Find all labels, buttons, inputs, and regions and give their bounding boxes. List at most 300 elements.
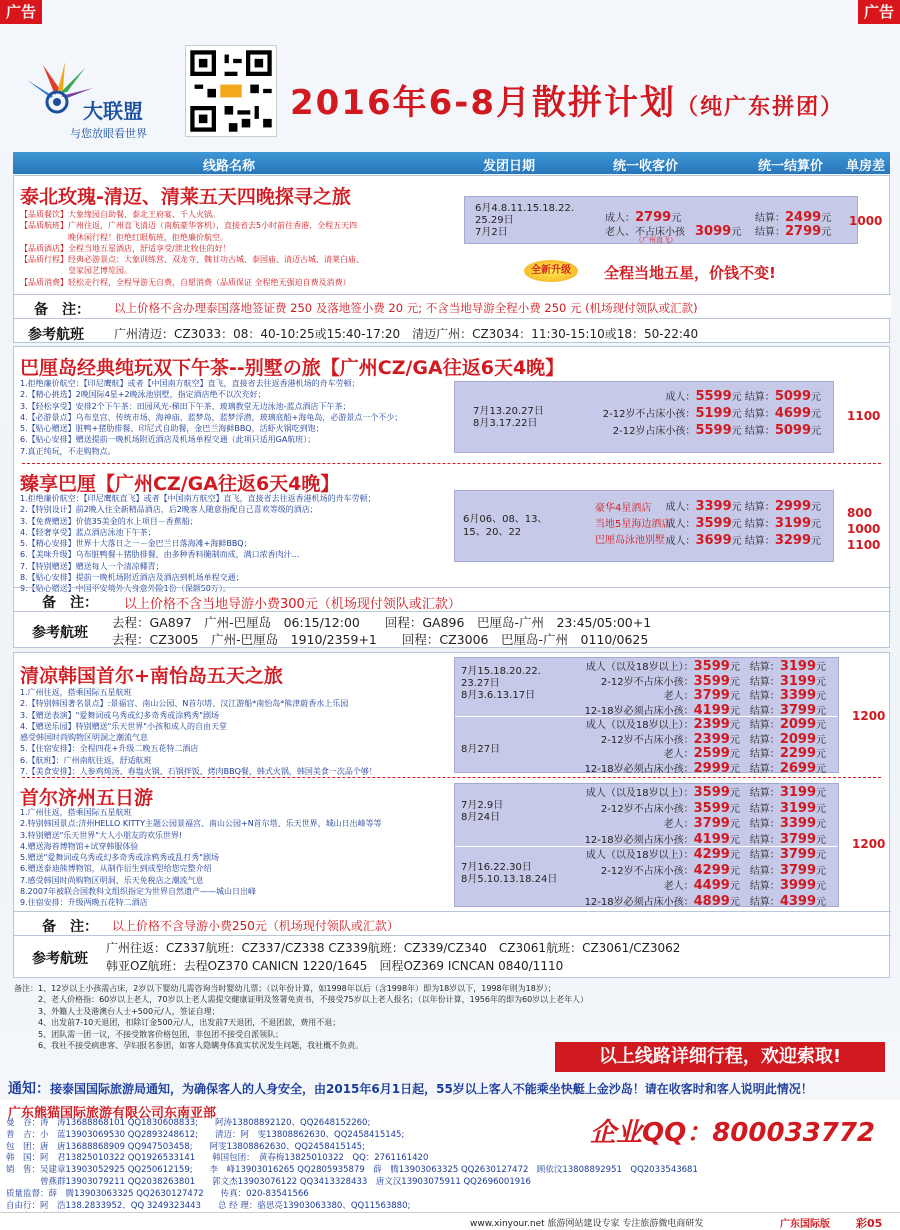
date-line: 25.29日 [475,215,514,226]
settle-label: 结算： [749,749,780,760]
price-value: 3599 [693,785,730,800]
yuan-unit: 元 [731,426,742,437]
settle-child [755,223,831,239]
col-single: 单房差 [846,159,886,174]
price-value: 2999 [693,760,730,776]
settle-value: 3199 [779,800,816,816]
yuan-unit: 元 [729,865,740,877]
depart-dates: 8月27日 [461,744,501,755]
price-value: 3399 [695,499,732,514]
price-value: 4499 [693,878,730,893]
price-label: 2-12岁不占床小孩： [600,803,694,815]
settle-value: 4399 [779,893,816,909]
price-label: 2-12岁不占床小孩： [602,409,696,420]
yuan-unit: 元 [816,676,826,688]
feature-line: 5.【贴心赠送】脏鸭+猪肋排餐、印尼式自助餐，金巴兰海鲜BBQ，活虾火锅吃到饱； [20,424,324,434]
price-value: 2399 [693,717,730,732]
yuan-unit: 元 [729,788,740,799]
route-features [20,807,382,909]
feature-line: 【品质航班】广州往返，广州直飞清迈（南航豪华客机），直接省去5小时前往香港，全程五天四 [20,221,358,231]
route-section-korea [13,652,890,978]
yuan-unit: 元 [816,803,826,815]
yuan-unit: 元 [729,734,740,746]
price-value: 5599 [695,423,732,438]
feature-line: 1.广州往返，搭乘国际五星航班 [20,808,132,817]
yuan-unit: 元 [731,502,742,513]
feature-line: 9.住宿安排：升级两晚五花特二酒店 [20,898,148,908]
feature-line: 2.【特别设计】前2晚入住全新精品酒店，后2晚客人随意指配自己喜欢等级的酒店； [20,505,318,515]
settle-value: 2299 [779,746,816,761]
yuan-unit: 元 [731,519,742,530]
ad-tag-left: 广告 [0,0,42,24]
price-row [585,802,826,818]
yuan-unit: 元 [821,213,832,224]
price-value: 3599 [693,673,730,689]
settle-label: 结算： [749,865,780,877]
price-rows [585,786,826,848]
feature-line: 3.【轻松享受】安排2个下午茶：田园风光-梯田下午茶、玻璃教堂无边泳池-蓝点酒店下午茶； [20,401,351,411]
footnote-line: 6、我社不接受病患客、孕妇报名参团，如客人隐瞒身体真实状况发生问题，我社概不负责。 [14,1041,364,1051]
flight-label: 参考航班 [32,951,88,967]
single-supplement: 1100 [847,538,881,552]
contact-line: 普 吉：小 蓝13903069530 QQ2893248612; 清迈：阿 雯13808862630、QQ2458415145; [6,1129,405,1140]
yuan-unit: 元 [811,409,821,420]
yuan-unit: 元 [816,834,826,846]
page-number: 彩05 [856,1217,883,1230]
contact-line: 自由行：阿 浩138.2833952、QQ 3249323443 总 经 理：骆思亮13903063380、QQ11563880; [6,1200,411,1211]
yuan-unit: 元 [729,850,740,861]
price-label: 12-18岁必须占床小孩： [584,896,694,908]
date-line: 7月2日 [475,227,508,238]
price-value: 4299 [693,847,730,862]
settle-value: 2999 [774,499,811,514]
price-box [464,196,858,244]
single-supplement-list [847,505,880,553]
feature-line: 【品质行程】经典必游景点：大象训练营、双龙寺、魏甘功古城、泰国庙、清迈古城、清莱白庙、 [20,255,364,265]
price-value: 3799 [693,816,730,831]
settle-label: 结算： [749,720,780,731]
header [15,45,885,145]
settle-value: 3399 [779,688,816,703]
yuan-unit: 元 [729,834,740,846]
route-section-bali [13,346,890,648]
feature-line: 【品质餐饮】大象缘园自助餐、泰北王府宴、千人火锅。 [20,210,220,219]
note-row [14,294,891,318]
upgrade-badge: 全新升级 [524,260,578,282]
yuan-unit: 元 [811,502,821,513]
price-rows [585,660,826,718]
price-row [665,499,821,516]
flight-line: 去程：GA897 广州-巴厘岛 06:15/12:00 回程：GA896 巴厘岛-广州 23:45/05:00+1 [112,615,652,630]
hotel-list [595,501,671,549]
feature-line: 4.【轻奢享受】蓝点酒店泳池下午茶； [20,527,156,537]
yuan-unit: 元 [729,896,740,908]
price-label: 老人： [663,691,694,702]
feature-line: 7.【美食安排】：人参鸡炖汤、春塩火锅、石锅拌饭、烤肉BBQ餐，韩式火锅，韩国美食一次品个够！ [20,767,377,777]
contact-line: 韩 国：阿 君13825010322 QQ1926533141 韩国包团： 黄春梅13825010322 QQ：2761161420 [6,1153,429,1164]
contact-line: 曼 谷：涛 涛13688868101 QQ1830608833; 阿涛13808892120、QQ2648152260; [6,1118,371,1128]
settle-value: 3799 [779,847,816,862]
settle-value: 2099 [779,731,816,747]
yuan-unit: 元 [816,850,826,861]
price-row [665,516,821,533]
date-line: 7月2.9日 [461,800,504,811]
price-label: 成人： [665,392,696,403]
settle-label: 结算： [749,803,780,815]
price-row [603,389,821,406]
price-rows [585,848,826,910]
footnote-line: 2、老人价格指：60岁以上老人，70岁以上老人需提交健康证明及签署免责书，不接受75岁以上老人报名；（以年份计算，1956年的即为60岁以上老年人） [14,995,589,1005]
price-row [585,660,826,675]
yuan-unit: 元 [816,763,826,775]
price-value: 4199 [693,702,730,718]
settle-value: 3199 [779,673,816,689]
price-row [585,895,826,911]
date-line: 23.27日 [461,678,500,689]
yuan-unit: 元 [731,536,742,547]
yuan-unit: 元 [729,803,740,815]
note-row [14,587,891,611]
feature-line: 3.特别赠送"乐天世界"大人小朋友的欢乐世界! [20,830,183,840]
price-label: 成人（以及18岁以上）： [585,720,694,731]
price-label: 成人： [665,536,696,547]
price-box [454,657,839,776]
logo [25,55,175,145]
yuan-unit: 元 [729,662,740,673]
depart-dates [461,862,557,886]
settle-value: 4699 [774,406,811,421]
settle-label: 结算： [749,676,780,688]
feature-line: 2.特别韩国景点:济州HELLO KITTY主题公园景福宫、南山公园+N首尔塔、乐天世界，城山日出峰等等 [20,819,382,829]
price-row [585,689,826,704]
flight-line: 广州往返：CZ337航班：CZ337/CZ338 CZ339航班：CZ339/CZ340 CZ3061航班：CZ3061/CZ3062 [106,941,681,955]
yuan-unit: 元 [731,392,742,403]
feature-line: 晚休闲行程！拒绝红眼航班，拒绝廉价航空。 [20,232,228,242]
col-date: 发团日期 [483,159,536,174]
feature-line: 8.【贴心安排】提前一晚机场附近酒店及酒店到机场单程交通； [20,573,244,583]
note-text: 以上价格不含当地导游小费300元（机场现付领队或汇款） [124,597,461,612]
route-features [20,209,364,288]
yuan-unit: 元 [729,881,740,892]
settle-label: 结算： [749,896,780,908]
price-value: 3599 [693,659,730,674]
feature-line: 7.【特别赠送】赠送每人一个清凉椰青； [20,561,164,571]
divider [22,777,881,778]
price-box [454,783,839,907]
price-value: 2599 [693,746,730,761]
route-section-1 [13,175,890,343]
single-supplement: 1100 [847,409,881,423]
feature-line: 4.赠送海苔博物馆+试穿韩服体验 [20,841,139,851]
feature-line: 2.【精心挑选】2晚国际4星+2晚泳池别墅，指定酒店绝不以次充好； [20,390,266,400]
settle-value: 3799 [779,831,816,847]
price-value: 3099 [695,224,732,239]
price-row [603,406,821,423]
yuan-unit: 元 [816,881,826,892]
logo-name: 大联盟 [83,99,143,123]
feature-line: 5.【住宿安排】：全程四花+升级二晚五花特二酒店 [20,744,199,754]
col-settle: 统一结算价 [758,159,824,174]
settle-value: 3799 [779,702,816,718]
route-features [20,493,376,595]
main-title-sub: （纯广东拼团） [676,95,845,120]
route-title: 首尔济州五日游 [20,787,154,809]
yuan-unit: 元 [729,691,740,702]
feature-line: 6.【贴心安排】赠送提前一晚机场附近酒店及机场单程交通（此项只适用GA航班）； [20,435,316,445]
flight-text: 广州清迈：CZ3033：08：40-10:25或15:40-17:20 清迈广州：CZ3034：11:30-15:10或18：50-22:40 [114,327,699,341]
price-value: 3599 [695,516,732,531]
yuan-unit: 元 [816,819,826,830]
settle-value: 3199 [779,785,816,800]
settle-label: 结算： [749,705,780,717]
flight-text [106,939,680,975]
feature-line: 8.2007年被联合国教科文组织指定为世界自然遗产——城山日出峰 [20,887,256,897]
feature-line: 5.赠送"爱舞词或乌秀或幻多奇秀或涂鸦秀或乱打秀"剧场 [20,853,219,863]
settle-label: 结算： [744,392,775,403]
settle-label: 结算： [749,881,780,892]
notice-label: 通知： [8,1081,50,1097]
feature-line: 6.【美味升级】乌布脏鸭餐＋猪肋排餐，由多种香料腌制而成，满口浓香肉汁… [20,550,300,560]
feature-line: 9.【贴心赠送】中国平安境外人身意外险1份（保额50万）。 [20,584,231,594]
flight-row [14,611,891,648]
price-box [454,381,834,453]
feature-line: 皇家园艺博览园。 [20,266,132,276]
route-title: 泰北玫瑰-清迈、清莱五天四晚探寻之旅 [20,186,351,208]
contact-line: 销 售：吴建章13903052925 QQ250612159; 李 峰13903016265 QQ2805935879 薛 腾13903063325 QQ2630127472 顾依汶13808892951 QQ2033543681 [6,1165,698,1176]
company-name: 广东熊猫国际旅游有限公司东南亚部 [8,1106,217,1121]
site-credit: www.xinyour.net 旅游网站建设专家 专注旅游微电商研发 [470,1219,704,1229]
price-row [603,423,821,440]
settle-value: 3799 [779,862,816,878]
price-row [665,533,821,550]
price-label: 老人： [663,881,694,892]
price-rows [585,718,826,776]
price-label: 12-18岁必须占床小孩： [584,834,694,846]
note-label: 备 注： [34,302,90,318]
yuan-unit: 元 [816,734,826,746]
single-supplement: 1000 [849,214,883,228]
footnote-line: 5、团队需一团一议，不接受散客价格包团，非包团不接受自派领队； [14,1029,284,1039]
settle-value: 5099 [774,423,811,438]
yuan-unit: 元 [811,426,821,437]
yuan-unit: 元 [671,213,682,224]
price-row [585,762,826,777]
feature-line: 感受韩国时尚购物区明洞之潮流气息 [20,733,148,743]
price-label: 成人： [605,213,635,224]
settle-label: 结算： [749,788,780,799]
price-row [585,786,826,802]
settle-label: 结算： [749,850,780,861]
price-label: 2-12岁不占床小孩： [600,734,694,746]
depart-dates [473,406,544,430]
settle-value: 3399 [779,816,816,831]
feature-line: 1.广州往返，搭乘国际五星航班 [20,688,132,697]
yuan-unit: 元 [816,691,826,702]
contacts [0,1100,900,1212]
date-line: 8月5.10.13.18.24日 [461,874,558,885]
flight-line: 去程：CZ3005 广州-巴厘岛 1910/2359+1 回程：CZ3006 巴厘岛-广州 0110/0625 [112,632,649,647]
settle-label: 结算： [755,213,785,224]
price-row [585,747,826,762]
settle-label: 结算： [749,763,780,775]
notice-text: 接泰国国际旅游局通知，为确保客人的人身安全，由2015年6月1日起，55岁以上客人不能乘坐快艇上金沙岛！请在收客时和客人说明此情况！ [50,1082,813,1096]
yuan-unit: 元 [816,662,826,673]
feature-line: 4.【赠送乐园】特别赠送"乐天世界"小孩和成人的自由天堂 [20,721,227,731]
note-row [14,911,891,935]
yuan-unit: 元 [729,749,740,760]
notice [0,1078,900,1098]
price-label: 成人（以及18岁以上）： [585,850,694,861]
feature-line: 4.【必游景点】乌布皇宫、传统市场、海神庙、蓝梦岛，蓝梦浮潜，玻璃底船+海龟岛，必游景点一个不少； [20,412,403,422]
route-features [20,378,402,457]
settle-value: 3199 [779,659,816,674]
yuan-unit: 元 [816,896,826,908]
child-note: （广州直飞） [635,236,677,244]
feature-line: 2.【特别韩国著名景点】:景福宫、南山公园、N首尔塔、汉江游船*南怡岛*熊津蔚香水上乐园 [20,699,349,709]
col-price: 统一收客价 [613,159,679,174]
price-row [585,675,826,690]
price-label: 2-12岁不占床小孩： [600,865,694,877]
divider [22,463,881,464]
settle-value: 3999 [779,878,816,893]
yuan-unit: 元 [811,392,821,403]
footnote-line: 备注：1、12岁以上小孩需占床，2岁以下婴幼儿需咨询当时婴幼儿票；（以年份计算，如1998年以后（含1998年）即为18岁以下，1998年则为18岁）； [14,984,556,993]
settle-label: 结算： [749,819,780,830]
price-label: 12-18岁必须占床小孩： [584,763,694,775]
yuan-unit: 元 [816,705,826,717]
route-title: 巴厘岛经典纯玩双下午茶--别墅の旅【广州CZ/GA往返6天4晚】 [20,357,565,379]
date-line: 8月24日 [461,812,501,823]
yuan-unit: 元 [731,227,742,238]
feature-line: 7.真正纯玩，不走购物点。 [20,446,116,456]
feature-line: 3.【赠送表演】"爱舞词或乌秀或幻多奇秀或涂鸦秀"剧场 [20,710,219,720]
qr-code-icon [185,45,277,137]
price-value: 3699 [695,533,732,548]
route-features [20,687,377,777]
price-label: 成人（以及18岁以上）： [585,662,694,673]
promo-banner: 以上线路详细行程，欢迎索取! [555,1042,885,1072]
price-value: 5199 [695,406,732,421]
feature-line: 6.【航班】：广州南航往返，舒适航班 [20,755,152,765]
table-header [13,152,890,174]
note-text: 以上价格不含导游小费250元（机场现付领队或汇款） [112,919,399,933]
single-supplement: 1200 [852,709,886,723]
settle-value: 2799 [785,224,822,239]
contact-line: 质量监督：薛 腾13903063325 QQ2630127472 传真：020-83541566 [6,1188,309,1199]
yuan-unit: 元 [731,409,742,420]
price-label: 老人： [663,749,694,760]
price-value: 3599 [693,800,730,816]
upgrade-text: 全程当地五星，价钱不变! [604,264,776,282]
settle-label: 结算： [749,734,780,746]
contact-line: 包 团：唐 唐13688868909 QQ947503458; 阿雯13808862630、QQ2458415145; [6,1141,365,1152]
yuan-unit: 元 [821,227,832,238]
feature-line: 【品质消费】轻松走行程，全程导游无自费，自愿消费（品质保证 全程绝无强迫自费及消费） [20,277,351,287]
flight-line: 韩亚OZ航班：去程OZ370 CANICN 1220/1645 回程OZ369 ICNCAN 0840/1110 [106,959,564,973]
price-value: 2799 [635,210,672,225]
settle-label: 结算： [744,502,775,513]
yuan-unit: 元 [811,519,821,530]
route-title: 清凉韩国首尔+南怡岛五天之旅 [20,665,283,687]
price-label: 2-12岁不占床小孩： [600,676,694,688]
price-row [585,718,826,733]
yuan-unit: 元 [729,676,740,688]
feature-line: 1.拒绝廉价航空：【印尼鹰航】或者【中国南方航空】直飞，直接省去往返香港机场的舟车劳顿； [20,379,360,388]
feature-line: 7.感受韩国时尚购物区明洞、乐天免税店之潮流气息 [20,875,204,885]
price-value: 4899 [693,893,730,909]
settle-value: 2699 [779,760,816,776]
settle-value: 5099 [774,389,811,404]
feature-line: 6.赠送泰迪熊博物馆，从制作衍生到成型给您完整介绍 [20,864,212,874]
price-rows [665,499,821,550]
price-box [454,490,834,562]
price-label: 成人： [665,519,696,530]
feature-line: 5.【精心安排】世界十大落日之一－金巴兰日落海滩+海鲜BBQ； [20,539,252,549]
bottom-bar [0,1212,900,1230]
note-label: 备 注： [42,595,98,611]
footnote-line: 4、出发前7-10天退团，扣除订金500元/人，出发前7天退团，不退团款，费用不退； [14,1018,341,1028]
price-value: 2399 [693,731,730,747]
yuan-unit: 元 [816,749,826,760]
settle-label: 结算： [749,662,780,673]
settle-value: 3199 [774,516,811,531]
date-line: 7月13.20.27日 [473,406,544,417]
settle-label: 结算： [744,536,775,547]
settle-label: 结算： [749,691,780,702]
settle-label: 结算： [744,409,775,420]
settle-value: 2499 [785,210,822,225]
ad-tag-right: 广告 [858,0,900,24]
flight-row [14,318,891,343]
hotel-name: 豪华4星酒店 [595,503,652,514]
hotel-name: 当地5星海边酒店 [595,519,672,530]
price-row [585,879,826,895]
yuan-unit: 元 [729,720,740,731]
price-row [585,733,826,748]
single-supplement: 800 [847,506,873,520]
settle-label: 结算： [755,227,785,238]
depart-dates: 6月06、08、13、15、20、22 [463,514,548,538]
flight-row [14,935,891,978]
edition-brand: 广东国际版 [780,1219,830,1230]
route-title: 臻享巴厘【广州CZ/GA往返6天4晚】 [20,473,340,495]
price-row [585,817,826,833]
price-row [585,864,826,880]
date-line: 8月3.6.13.17日 [461,690,536,701]
note-label: 备 注： [42,919,98,935]
yuan-unit: 元 [729,705,740,717]
date-line: 8月3.17.22日 [473,418,538,429]
price-label: 成人： [665,502,696,513]
feature-line: 【品质酒店】全程当地五星酒店，舒适享受/泄北牧住的好！ [20,243,231,253]
settle-label: 结算： [749,834,780,846]
date-line: 7月16.22.30日 [461,862,532,873]
price-label: 老人、不占床小孩 [605,227,685,238]
settle-value: 3299 [774,533,811,548]
flight-text [112,614,651,648]
yuan-unit: 元 [729,763,740,775]
price-label: 2-12岁占床小孩： [612,426,696,437]
price-row [585,848,826,864]
contact-line: 曾燕群13903079211 QQ2038263801 郭文杰13903076122 QQ3413328433 唐文汉13903075911 QQ2696001916 [6,1176,531,1187]
price-value: 3799 [693,688,730,703]
depart-dates [461,800,503,824]
yuan-unit: 元 [816,788,826,799]
date-line: 6月4.8.11.15.18.22. [475,203,575,214]
depart-dates [461,666,541,702]
yuan-unit: 元 [816,720,826,731]
price-value: 5599 [695,389,732,404]
